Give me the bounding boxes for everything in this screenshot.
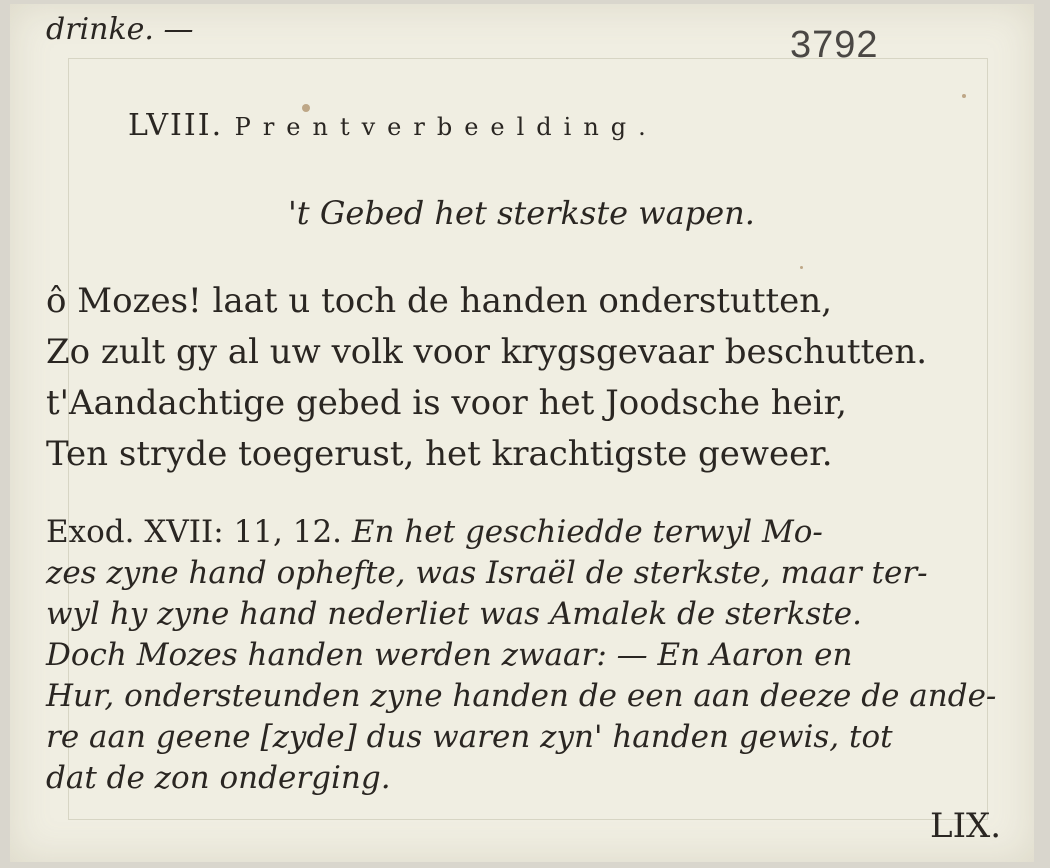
ink-stain: [800, 266, 803, 269]
subtitle: 't Gebed het sterkste wapen.: [288, 194, 755, 232]
scripture-note: [46, 512, 996, 799]
note-line: re aan geene [zyde] dus waren zyn' handen gewis, tot: [46, 719, 893, 755]
catchword: drinke. —: [46, 12, 194, 47]
section-heading: [128, 108, 658, 143]
note-line: Hur, ondersteunden zyne handen de een aan deeze de ande-: [46, 678, 997, 714]
poem-line: Ten stryde toegerust, het krachtigste geweer.: [46, 434, 833, 474]
note-first-line: En het geschiedde terwyl Mo-: [351, 514, 823, 550]
poem-line: t'Aandachtige gebed is voor het Joodsche heir,: [46, 383, 847, 423]
scripture-reference: Exod. XVII: 11, 12.: [46, 514, 343, 550]
poem-line: Zo zult gy al uw volk voor krygsgevaar beschutten.: [46, 332, 928, 372]
note-line: [46, 512, 996, 553]
note-line: zes zyne hand ophefte, was Israël de sterkste, maar ter-: [46, 555, 928, 591]
page-sheet: [10, 4, 1034, 862]
heading-word: Prentverbeelding.: [234, 113, 658, 141]
accession-number: 3792: [790, 24, 879, 66]
note-line: wyl hy zyne hand nederliet was Amalek de sterkste.: [46, 596, 862, 632]
poem-line: ô Mozes! laat u toch de handen onderstutten,: [46, 281, 833, 321]
note-line: Doch Mozes handen werden zwaar: — En Aaron en: [46, 637, 853, 673]
ink-stain: [302, 104, 310, 112]
poem: [46, 276, 927, 480]
heading-numeral: LVIII.: [128, 108, 224, 143]
signature-mark: LIX.: [930, 806, 1002, 846]
note-line: dat de zon onderging.: [46, 760, 391, 796]
ink-stain: [962, 94, 966, 98]
